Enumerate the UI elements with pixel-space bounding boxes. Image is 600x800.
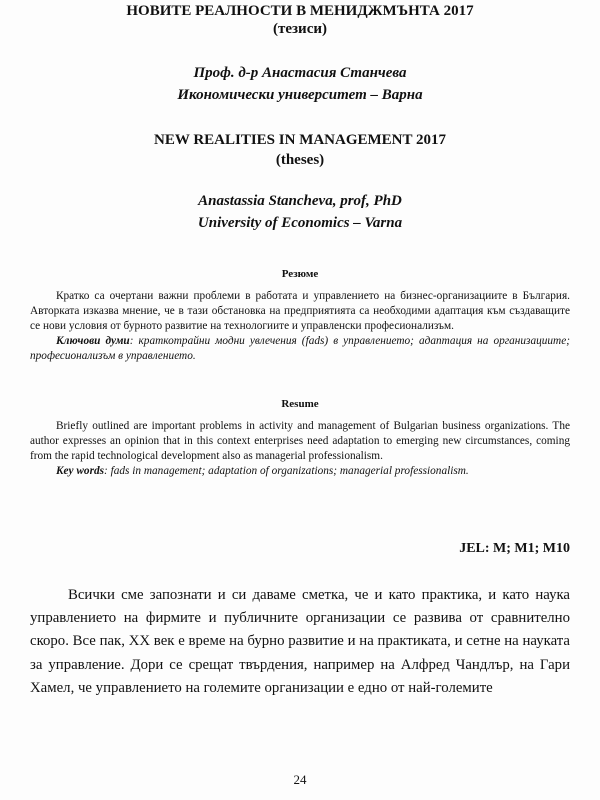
abstract-bg-heading: Резюме (281, 268, 319, 280)
author-en-affiliation: University of Economics – Varna (197, 215, 403, 231)
title-en-line2: (theses) (275, 152, 325, 168)
author-bg-name: Проф. д-р Анастасия Станчева (193, 65, 407, 81)
title-bg-line2: (тезиси) (273, 21, 327, 37)
keywords-en-label: Key words (56, 465, 105, 477)
title-en-line1: NEW REALITIES IN MANAGEMENT 2017 (154, 132, 446, 148)
author-bg-affiliation: Икономически университет – Варна (177, 87, 423, 103)
keywords-en (30, 464, 570, 479)
body-text (30, 584, 570, 700)
keywords-bg-text: : краткотрайни модни увлечения (fads) в управлението; адаптация на организациите; професионализъм в управлението. (30, 335, 570, 362)
body-paragraph: Всички сме запознати и си даваме сметка, че и като практика, и като наука управлението на фирмите и публичните организации се развива от сравнително скоро. Все пак, XX век е време на бурно развитие и на практиката, и сетне на науката за управление. Дори се срещат твърдения, например на Алфред Чандлър, на Гари Хамел, че управлението на големите организации е едно от най-големите (30, 587, 570, 696)
author-bulgarian (0, 62, 600, 106)
abstract-bg-text: Кратко са очертани важни проблеми в работата и управлението на бизнес-организациите в България. Авторката изказва мнение, че в тази обстановка на предприятията са необходими адаптация към създаващите се нови условия от бурното развитие на технологиите и управленски професионализъм. (30, 290, 570, 332)
abstract-en-heading: Resume (281, 398, 319, 410)
keywords-bg-label: Ключови думи (56, 335, 130, 347)
title-bg-line1: НОВИТЕ РЕАЛНОСТИ В МЕНИДЖМЪНТА 2017 (126, 3, 474, 19)
author-english (0, 190, 600, 234)
jel-codes: JEL: M; M1; M10 (459, 541, 570, 556)
author-en-name: Anastassia Stancheva, prof, PhD (198, 193, 402, 209)
keywords-en-text: : fads in management; adaptation of organizations; managerial professionalism. (104, 465, 469, 477)
title-english (0, 130, 600, 170)
abstract-en (30, 419, 570, 479)
abstract-en-text: Briefly outlined are important problems in activity and management of Bulgarian business organizations. The author expresses an opinion that in this context enterprises need adaptation to emerging new circumstances, coming from the rapid technological development also as managerial professionalism. (30, 420, 570, 462)
abstract-bg (30, 289, 570, 364)
page-number: 24 (293, 772, 307, 787)
title-bulgarian (0, 2, 600, 38)
keywords-bg (30, 334, 570, 364)
